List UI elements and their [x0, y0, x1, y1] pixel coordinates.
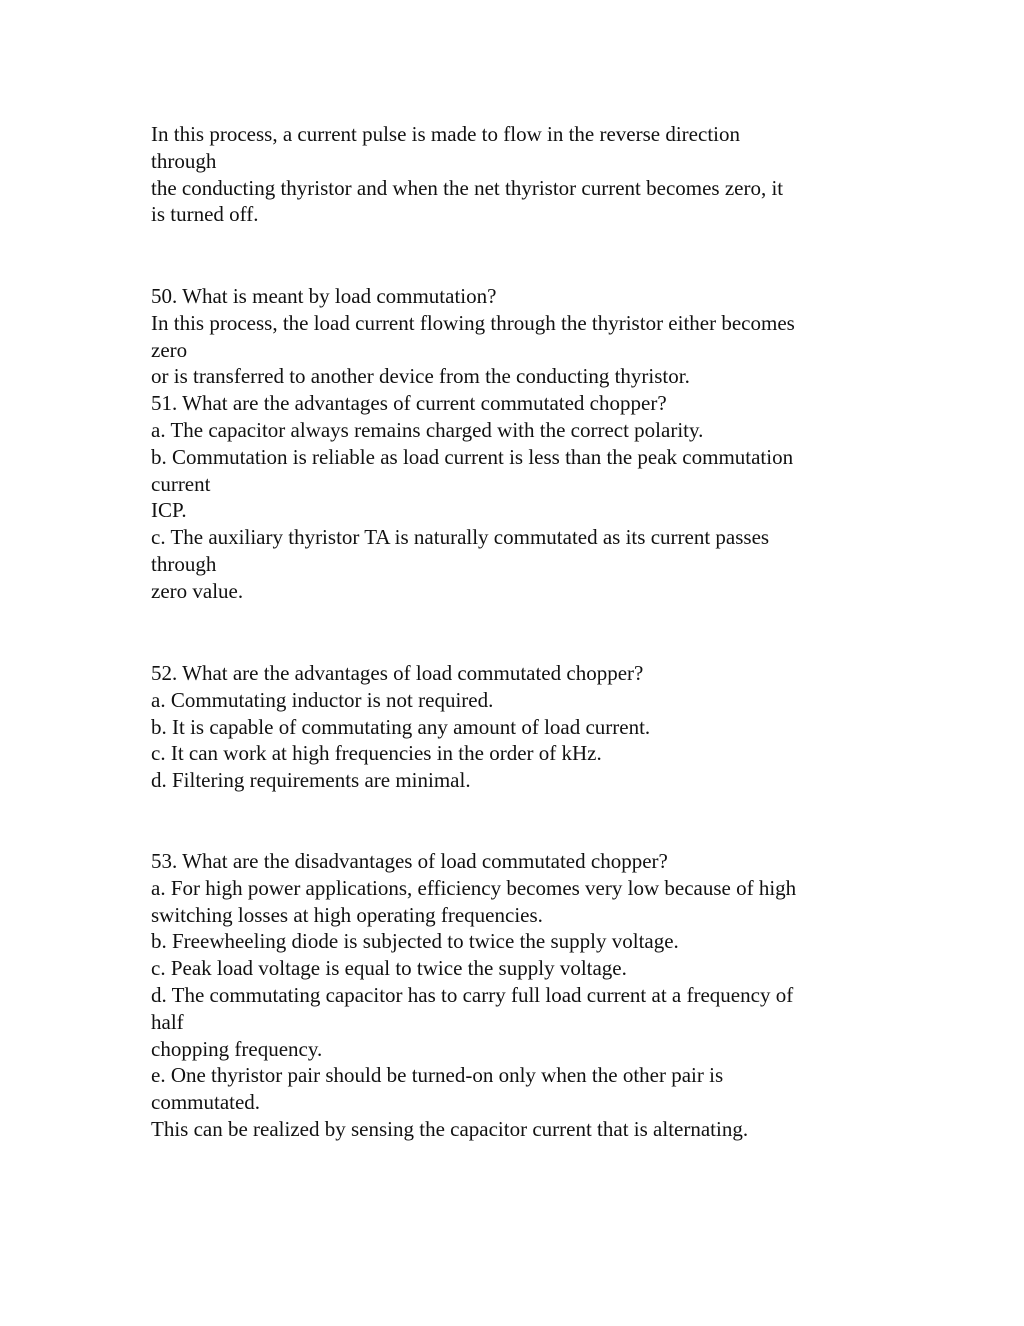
- text-line: In this process, a current pulse is made to flow in the reverse direction: [151, 122, 740, 146]
- list-item: b. It is capable of commutating any amount of load current.: [151, 714, 651, 739]
- list-item: b. Commutation is reliable as load current is less than the peak commutation: [151, 444, 794, 469]
- text-line: In this process, the load current flowing through the thyristor either becomes: [151, 310, 795, 335]
- text-line: half: [151, 1009, 184, 1034]
- text-line: ICP.: [151, 498, 187, 523]
- text-line: current: [151, 471, 211, 496]
- list-item: d. Filtering requirements are minimal.: [151, 768, 471, 793]
- list-item: a. Commutating inductor is not required.: [151, 687, 494, 712]
- text-line: through: [151, 148, 217, 173]
- text-line: zero: [151, 337, 188, 362]
- list-item: e. One thyristor pair should be turned-on only when the other pair is: [151, 1063, 724, 1088]
- list-item: b. Freewheeling diode is subjected to twice the supply voltage.: [151, 929, 679, 954]
- question-heading: 51. What are the advantages of current commutated chopper?: [151, 391, 667, 416]
- question-heading: 53. What are the disadvantages of load commutated chopper?: [151, 849, 668, 873]
- text-line: through: [151, 551, 217, 576]
- text-line: commutated.: [151, 1090, 261, 1115]
- text-line: the conducting thyristor and when the net thyristor current becomes zero, it: [151, 175, 784, 200]
- text-line: or is transferred to another device from the conducting thyristor.: [151, 364, 690, 389]
- list-item: c. It can work at high frequencies in the order of kHz.: [151, 741, 602, 766]
- list-item: a. For high power applications, efficiency becomes very low because of high: [151, 875, 797, 900]
- text-line: switching losses at high operating frequencies.: [151, 902, 543, 927]
- text-line: This can be realized by sensing the capacitor current that is alternating.: [151, 1116, 749, 1141]
- question-50-51-block: [151, 283, 891, 605]
- question-53-block: [151, 848, 891, 1143]
- text-line: is turned off.: [151, 202, 259, 227]
- question-52-block: [151, 660, 891, 794]
- list-item: d. The commutating capacitor has to carry full load current at a frequency of: [151, 982, 794, 1007]
- paragraph-forced-commutation-end: [151, 121, 891, 228]
- list-item: c. Peak load voltage is equal to twice the supply voltage.: [151, 956, 627, 981]
- list-item: a. The capacitor always remains charged with the correct polarity.: [151, 417, 704, 442]
- question-heading: 50. What is meant by load commutation?: [151, 284, 497, 308]
- text-line: zero value.: [151, 578, 244, 603]
- text-line: chopping frequency.: [151, 1036, 323, 1061]
- question-heading: 52. What are the advantages of load commutated chopper?: [151, 661, 644, 685]
- list-item: c. The auxiliary thyristor TA is naturally commutated as its current passes: [151, 525, 770, 550]
